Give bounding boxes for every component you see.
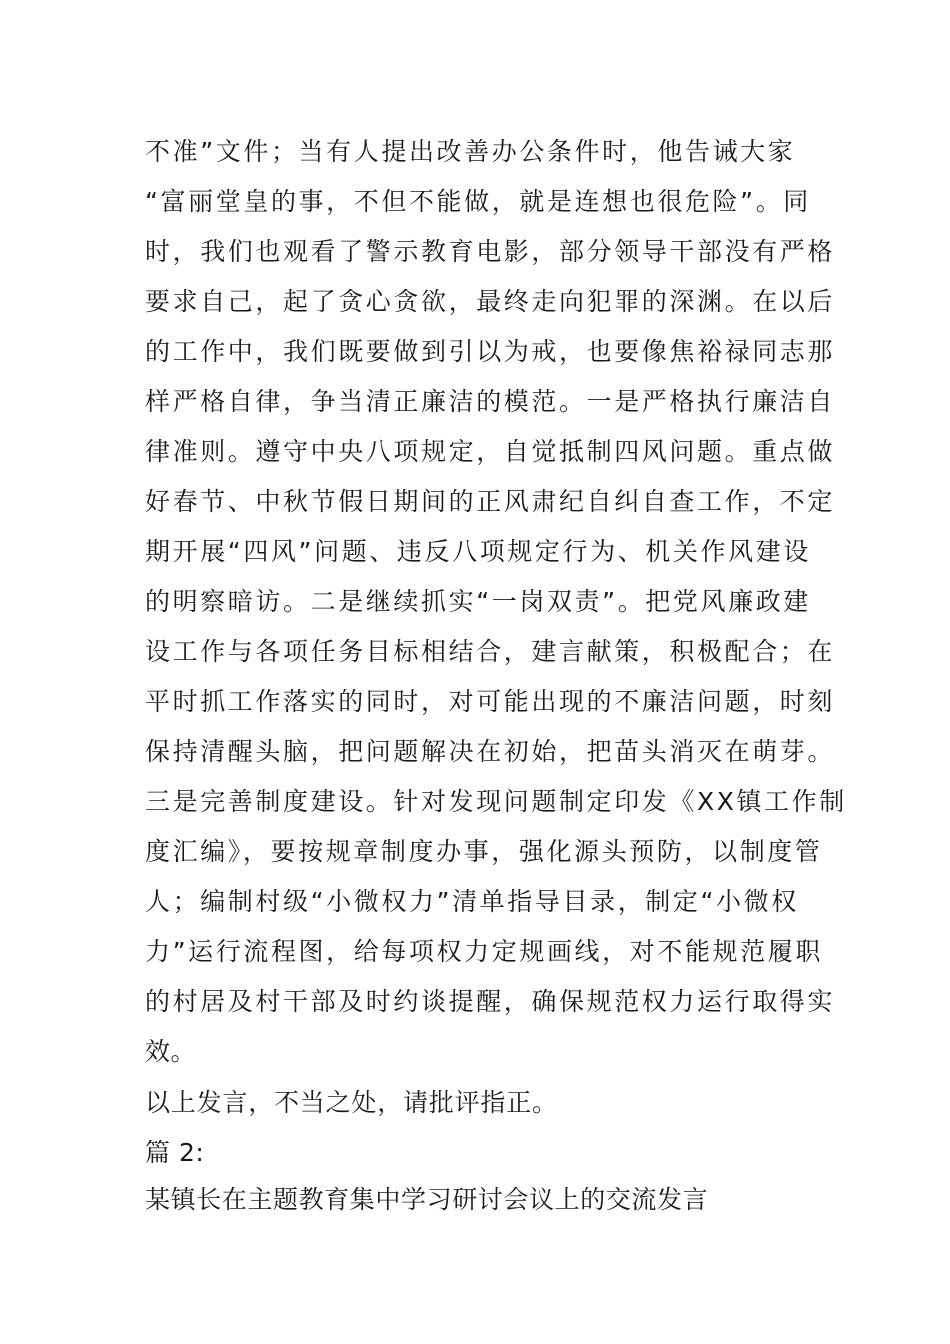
speech-paragraph <box>145 127 847 1077</box>
section-label: 篇 2: <box>145 1138 205 1167</box>
paragraph-line: 平时抓工作落实的同时，对可能出现的不廉洁问题，时刻 <box>145 687 836 716</box>
paragraph-line: 的明察暗访。二是继续抓实“一岗双责”。把党风廉政建 <box>145 587 811 616</box>
paragraph-line: 的工作中，我们既要做到引以为戒，也要像焦裕禄同志那 <box>145 337 836 366</box>
paragraph-line: 期开展“四风”问题、违反八项规定行为、机关作风建设 <box>145 537 811 566</box>
paragraph-line: 三是完善制度建设。针对发现问题制定印发《XX镇工作制 <box>145 787 847 816</box>
paragraph-line: 不准”文件；当有人提出改善办公条件时，他告诫大家 <box>145 137 796 166</box>
paragraph-line: 时，我们也观看了警示教育电影，部分领导干部没有严格 <box>145 237 836 266</box>
paragraph-line: 好春节、中秋节假日期间的正风肃纪自纠自查工作，不定 <box>145 487 836 516</box>
next-speech-title: 某镇长在主题教育集中学习研讨会议上的交流发言 <box>145 1185 709 1214</box>
paragraph-line: “富丽堂皇的事，不但不能做，就是连想也很危险”。同 <box>145 187 811 216</box>
paragraph-line: 律准则。遵守中央八项规定，自觉抵制四风问题。重点做 <box>145 437 836 466</box>
paragraph-line: 度汇编》，要按规章制度办事，强化源头预防，以制度管 <box>145 837 823 866</box>
paragraph-line: 力”运行流程图，给每项权力定规画线，对不能规范履职 <box>145 937 823 966</box>
paragraph-line: 样严格自律，争当清正廉洁的模范。一是严格执行廉洁自 <box>145 387 836 416</box>
paragraph-line: 人；编制村级“小微权力”清单指导目录，制定“小微权 <box>145 887 799 916</box>
paragraph-line: 要求自己，起了贪心贪欲，最终走向犯罪的深渊。在以后 <box>145 287 836 316</box>
closing-remark: 以上发言，不当之处，请批评指正。 <box>145 1088 558 1117</box>
paragraph-line: 的村居及村干部及时约谈提醒，确保规范权力运行取得实 <box>145 987 836 1016</box>
paragraph-line: 保持清醒头脑，把问题解决在初始，把苗头消灭在萌芽。 <box>145 737 836 766</box>
paragraph-line: 设工作与各项任务目标相结合，建言献策，积极配合；在 <box>145 637 836 666</box>
paragraph-line: 效。 <box>145 1037 197 1066</box>
